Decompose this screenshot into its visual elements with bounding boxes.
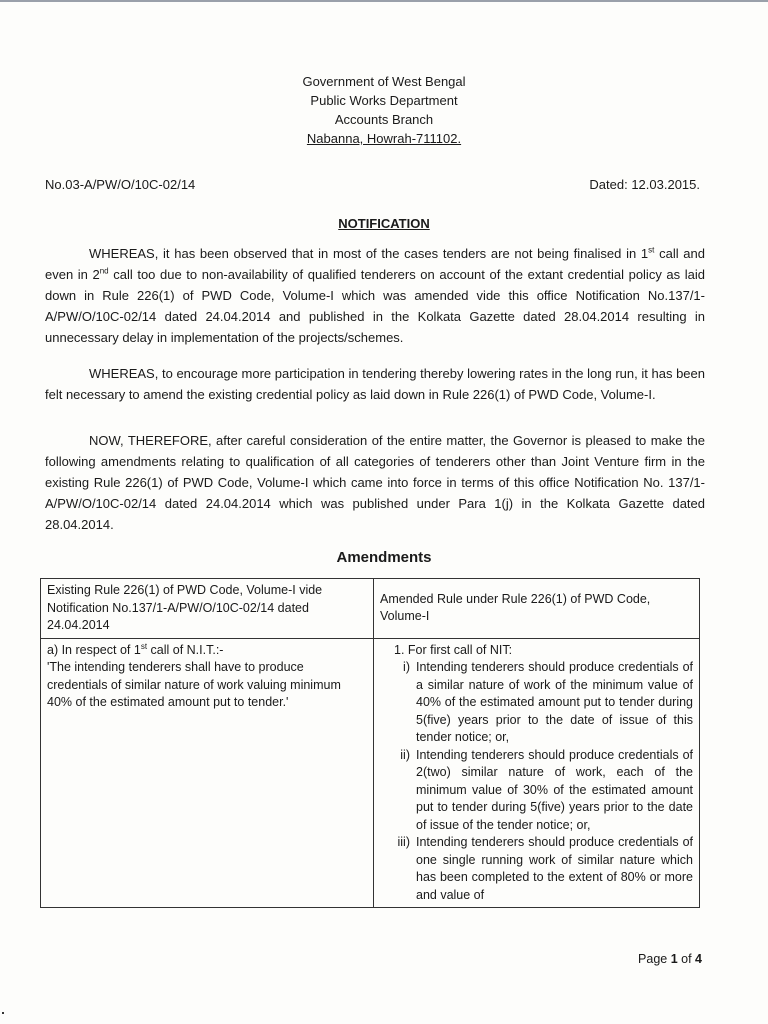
p1-text-a: WHEREAS, it has been observed that in most of the cases tenders are not being finalised in 1 xyxy=(89,246,649,261)
top-border-line xyxy=(0,0,768,2)
existing-rule-cell xyxy=(41,638,374,908)
letterhead xyxy=(0,72,768,148)
header-branch: Accounts Branch xyxy=(334,112,434,127)
p1-sup-nd: nd xyxy=(99,266,109,276)
p1-sup-st: st xyxy=(648,245,655,255)
existing-heading-text: a) In respect of 1 xyxy=(47,642,141,657)
table-row xyxy=(41,638,700,908)
page-of: of xyxy=(677,952,696,966)
existing-heading-sup: st xyxy=(140,641,148,651)
list-item xyxy=(380,747,693,835)
header-address: Nabanna, Howrah-711102. xyxy=(306,131,462,146)
notification-title: NOTIFICATION xyxy=(338,216,430,231)
list-item-text: Intending tenderers should produce credentials of a similar nature of work of the minimum value of 40% of the estimated amount put to tender during 5(five) years prior to the date of issue of this tender notice; or, xyxy=(416,660,693,744)
list-item-number: iii) xyxy=(397,835,410,849)
header-amended-rule: Amended Rule under Rule 226(1) of PWD Code, Volume-I xyxy=(374,579,700,639)
list-item xyxy=(380,834,693,904)
amended-rule-heading: 1. For first call of NIT: xyxy=(394,642,513,657)
existing-rule-quote: 'The intending tenderers shall have to produce credentials of similar nature of work valuing minimum 40% of the estimated amount put to tender.' xyxy=(47,660,341,709)
paragraph-now-therefore: NOW, THEREFORE, after careful consideration of the entire matter, the Governor is pleased to make the following amendments relating to qualification of all categories of tenderers other than Joint Venture firm in the existing Rule 226(1) of PWD Code, Volume-I which came into force in terms of this office Notification No. 137/1-A/PW/O/10C-02/14 dated 24.04.2014 which was published under Para 1(j) in the Kolkata Gazette dated 28.04.2014. xyxy=(45,433,705,532)
header-existing-rule: Existing Rule 226(1) of PWD Code, Volume-I vide Notification No.137/1-A/PW/O/10C-02/14 dated 24.04.2014 xyxy=(41,579,374,639)
amended-rule-cell xyxy=(374,638,700,908)
existing-heading-post: call of N.I.T.:- xyxy=(147,642,224,657)
page-label: Page xyxy=(638,952,671,966)
page-number xyxy=(638,952,702,966)
list-item xyxy=(380,659,693,747)
scan-mark xyxy=(2,1012,4,1014)
page-total: 4 xyxy=(695,952,702,966)
table-header-row xyxy=(41,579,700,639)
paragraph-whereas-1 xyxy=(45,243,705,348)
existing-rule-heading xyxy=(47,642,367,660)
reference-number: No.03-A/PW/O/10C-02/14 xyxy=(45,177,196,192)
amendments-title: Amendments xyxy=(336,549,432,566)
list-item-number: ii) xyxy=(400,747,410,762)
list-item-text: Intending tenderers should produce credentials of 2(two) similar nature of work, each of the minimum value of 30% of the estimated amount put to tender during 5(five) years prior to the date of issue of the tender notice; or, xyxy=(416,747,693,832)
date-line: Dated: 12.03.2015. xyxy=(589,177,700,192)
p1-text-b: call and even in 2 xyxy=(45,246,706,282)
page-current: 1 xyxy=(670,952,678,966)
header-government: Government of West Bengal xyxy=(302,74,466,89)
paragraph-whereas-2: WHEREAS, to encourage more participation in tendering thereby lowering rates in the long run, it has been felt necessary to amend the existing credential policy as laid down in Rule 226(1) of PWD Code, Volume-I. xyxy=(45,366,705,402)
list-item-text: Intending tenderers should produce credentials of one single running work of similar nature which has been completed to the extent of 80% or more and value of xyxy=(416,835,693,902)
amended-rule-list xyxy=(380,659,693,904)
header-department: Public Works Department xyxy=(310,93,458,108)
amendments-table xyxy=(40,578,700,908)
list-item-number: i) xyxy=(403,660,410,674)
p1-text-c: call too due to non-availability of qualified tenderers on account of the extant credential policy as laid down in Rule 226(1) of PWD Code, Volume-I which was amended vide this office Notification No.137/1-A/PW/O/10C-02/14 dated 24.04.2014 and published in the Kolkata Gazette dated 28.04.2014 resulting in unnecessary delay in implementation of the projects/schemes. xyxy=(45,267,705,345)
